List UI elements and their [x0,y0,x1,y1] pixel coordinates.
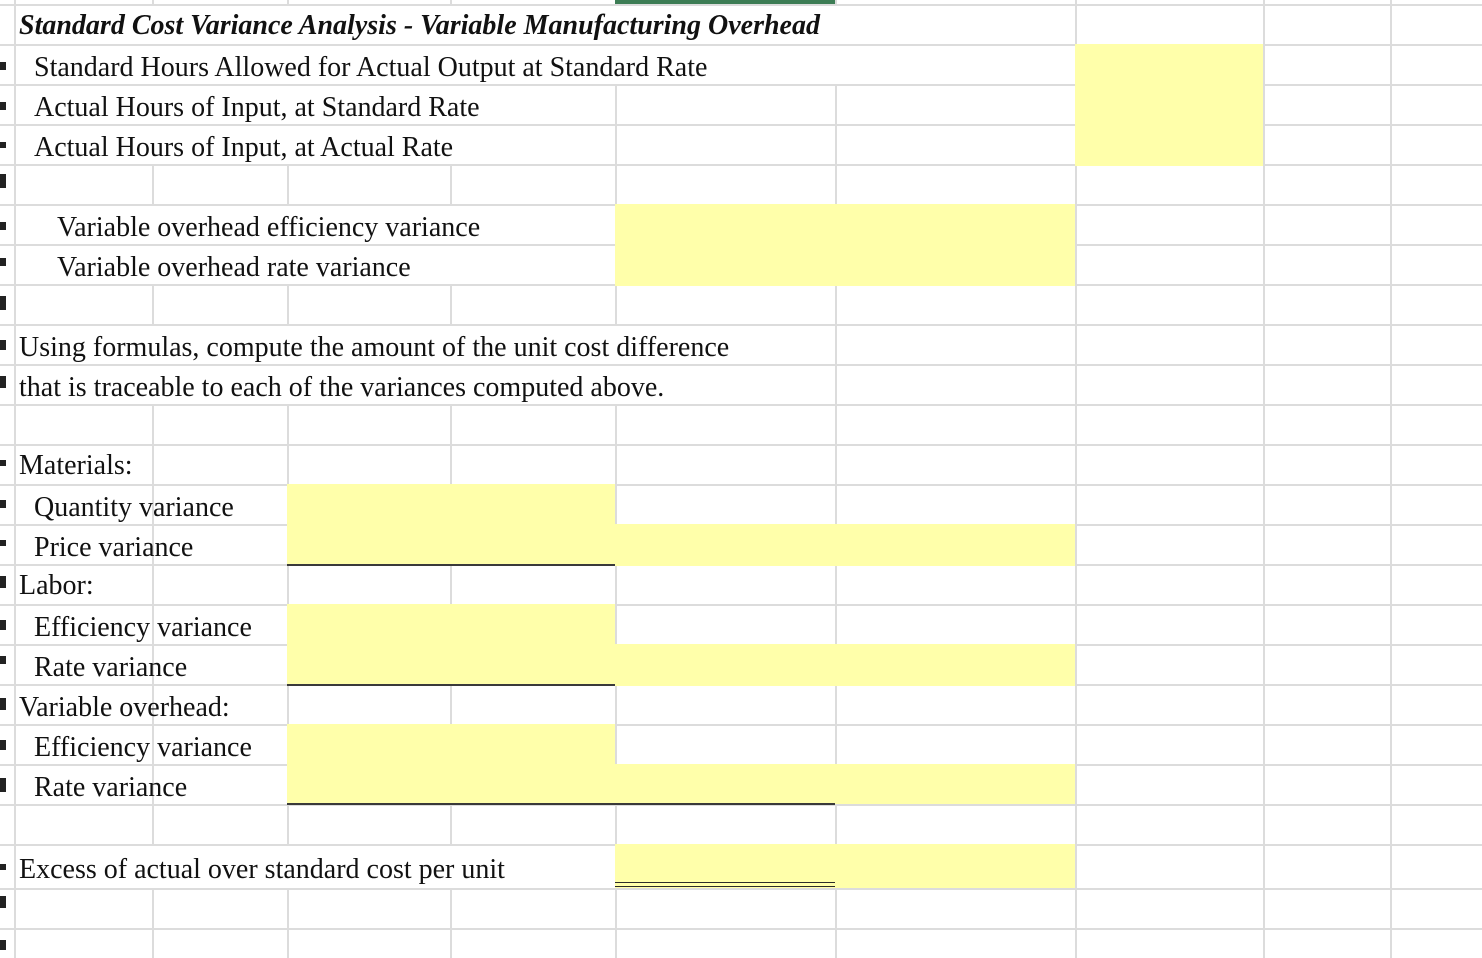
overhead-total-cell[interactable] [615,764,1075,804]
overhead-efficiency-cell[interactable] [287,724,615,766]
overhead-heading: Variable overhead: [19,692,230,723]
input-standard-hours-cell[interactable] [1075,44,1263,86]
labor-rate-label: Rate variance [34,652,188,683]
active-cell-indicator [615,0,835,4]
overhead-rate-label: Rate variance [34,772,188,803]
overhead-subtotal-border [287,803,835,805]
materials-quantity-cell[interactable] [287,484,615,526]
double-underline-bottom [615,886,835,887]
variance-label-efficiency: Variable overhead efficiency variance [57,212,481,243]
materials-heading: Materials: [19,450,133,481]
labor-rate-cell[interactable] [287,644,615,684]
input-actual-hours-actual-rate-cell[interactable] [1075,124,1263,166]
double-underline-top [615,882,835,883]
materials-total-cell[interactable] [615,524,1075,566]
sheet-title: Standard Cost Variance Analysis - Variable Manufacturing Overhead [19,10,820,41]
labor-subtotal-border [287,684,615,686]
labor-efficiency-cell[interactable] [287,604,615,646]
cost-label-standard-hours: Standard Hours Allowed for Actual Output at Standard Rate [34,52,708,83]
instruction-line-1: Using formulas, compute the amount of the unit cost difference [19,332,730,363]
materials-subtotal-border [287,564,615,566]
labor-heading: Labor: [19,570,94,601]
excess-cost-label: Excess of actual over standard cost per unit [19,854,505,885]
instruction-line-2: that is traceable to each of the variances computed above. [19,372,665,403]
overhead-rate-cell[interactable] [287,764,615,804]
labor-total-cell[interactable] [615,644,1075,686]
cost-label-actual-hours-standard-rate: Actual Hours of Input, at Standard Rate [34,92,480,123]
input-actual-hours-standard-rate-cell[interactable] [1075,84,1263,126]
labor-efficiency-label: Efficiency variance [34,612,252,643]
overhead-efficiency-label: Efficiency variance [34,732,252,763]
variance-label-rate: Variable overhead rate variance [57,252,411,283]
materials-quantity-label: Quantity variance [34,492,234,523]
materials-price-cell[interactable] [287,524,615,564]
cost-label-actual-hours-actual-rate: Actual Hours of Input, at Actual Rate [34,132,454,163]
materials-price-label: Price variance [34,532,194,563]
vo-efficiency-variance-cell[interactable] [615,204,1075,246]
vo-rate-variance-cell[interactable] [615,244,1075,286]
